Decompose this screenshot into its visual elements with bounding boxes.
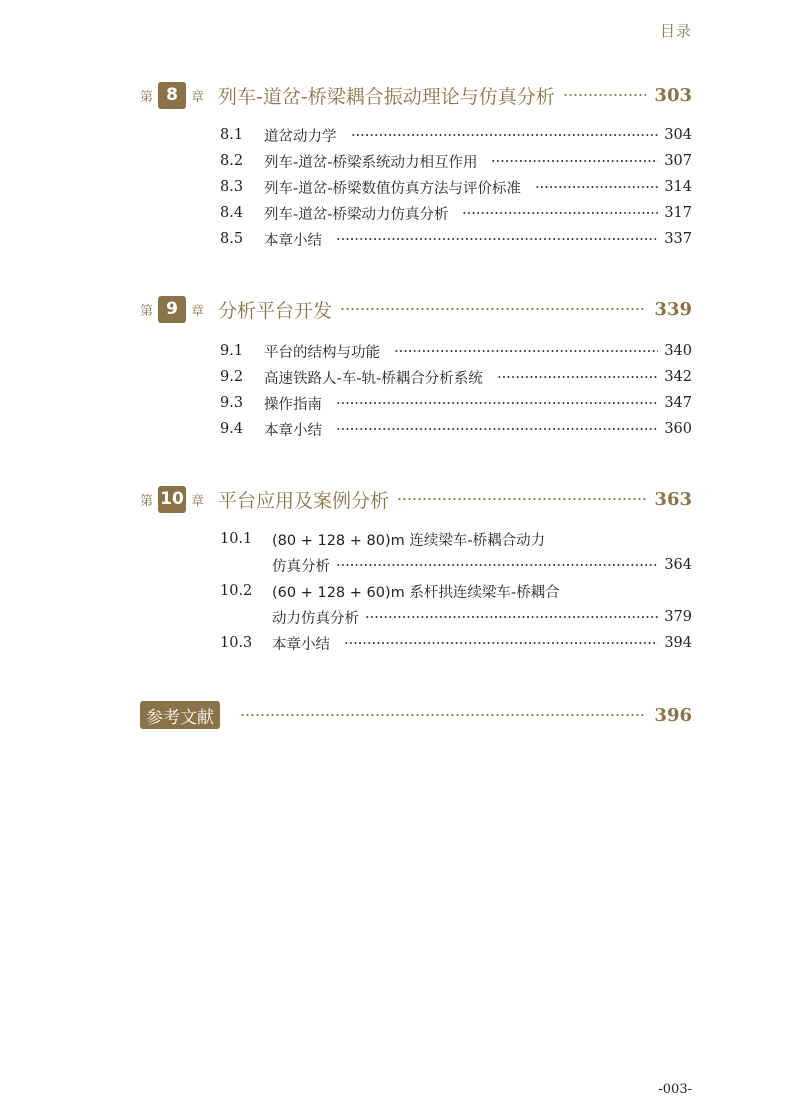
entry-page-number: 340 <box>664 343 692 359</box>
entry-title-line2: 仿真分析 <box>272 558 330 575</box>
entry-title: 平台的结构与功能 <box>264 344 380 361</box>
entry-number: 10.2 <box>220 583 253 599</box>
entry-title-line1: (80 + 128 + 80)m 连续梁车-桥耦合动力 <box>272 532 546 549</box>
entry-page-number: 314 <box>664 179 692 195</box>
entry-title: 本章小结 <box>264 422 322 439</box>
entry-title: 道岔动力学 <box>264 128 337 145</box>
chapter-number: 9 <box>158 296 186 323</box>
toc-entry-10-2[interactable] <box>220 580 692 602</box>
toc-entry-9-2[interactable] <box>220 366 692 388</box>
chapter-suffix: 章 <box>191 493 205 509</box>
chapter-10-heading[interactable] <box>140 484 692 514</box>
chapter-number: 10 <box>158 486 186 513</box>
dot-leader <box>397 492 646 506</box>
toc-entry-8-3[interactable] <box>220 176 692 198</box>
entry-page-number: 307 <box>664 153 692 169</box>
entry-page-number: 342 <box>664 369 692 385</box>
dot-leader <box>491 155 658 167</box>
chapter-prefix: 第 <box>140 89 154 105</box>
toc-entry-8-2[interactable] <box>220 150 692 172</box>
chapter-badge <box>140 296 218 323</box>
entry-page-number: 337 <box>664 231 692 247</box>
chapter-9-heading[interactable] <box>140 294 692 324</box>
entry-title: 列车-道岔-桥梁数值仿真方法与评价标准 <box>264 180 521 197</box>
dot-leader <box>336 423 658 435</box>
chapter-prefix: 第 <box>140 493 154 509</box>
entry-title: 列车-道岔-桥梁系统动力相互作用 <box>264 154 478 171</box>
dot-leader <box>462 207 658 219</box>
entry-page-number: 379 <box>664 609 692 625</box>
chapter-prefix: 第 <box>140 303 154 319</box>
references-label: 参考文献 <box>140 701 220 729</box>
entry-number: 8.2 <box>220 153 244 169</box>
entry-title: 操作指南 <box>264 396 322 413</box>
entry-page-number: 360 <box>664 421 692 437</box>
dot-leader <box>240 708 646 722</box>
chapter-title: 分析平台开发 <box>218 299 333 322</box>
toc-entry-10-3[interactable] <box>220 632 692 654</box>
toc-entry-10-1[interactable] <box>220 528 692 550</box>
chapter-suffix: 章 <box>191 89 205 105</box>
chapter-badge <box>140 486 218 513</box>
dot-leader <box>563 88 647 102</box>
entry-number: 9.1 <box>220 343 244 359</box>
chapter-title: 平台应用及案例分析 <box>218 489 390 512</box>
entry-page-number: 304 <box>664 127 692 143</box>
entry-title-line1: (60 + 128 + 60)m 系杆拱连续梁车-桥耦合 <box>272 584 560 601</box>
chapter-number: 8 <box>158 82 186 109</box>
toc-entry-8-1[interactable] <box>220 124 692 146</box>
entry-number: 8.4 <box>220 205 244 221</box>
entry-title: 本章小结 <box>264 232 322 249</box>
dot-leader <box>344 637 658 649</box>
dot-leader <box>340 302 646 316</box>
chapter-page-number: 363 <box>654 488 692 510</box>
toc-entry-9-4[interactable] <box>220 418 692 440</box>
chapter-title: 列车-道岔-桥梁耦合振动理论与仿真分析 <box>218 85 555 108</box>
chapter-page-number: 339 <box>654 298 692 320</box>
dot-leader <box>351 129 659 141</box>
toc-entry-8-5[interactable] <box>220 228 692 250</box>
chapter-8-heading[interactable] <box>140 80 692 110</box>
entry-number: 8.5 <box>220 231 244 247</box>
entry-number: 9.4 <box>220 421 244 437</box>
entry-title: 本章小结 <box>272 636 330 653</box>
entry-page-number: 394 <box>664 635 692 651</box>
entry-number: 9.2 <box>220 369 244 385</box>
entry-number: 10.3 <box>220 635 253 651</box>
entry-number: 8.3 <box>220 179 244 195</box>
entry-number: 10.1 <box>220 531 253 547</box>
dot-leader <box>336 233 658 245</box>
dot-leader <box>394 345 658 357</box>
entry-title-line2: 动力仿真分析 <box>272 610 359 627</box>
entry-title: 高速铁路人-车-轨-桥耦合分析系统 <box>264 370 483 387</box>
chapter-badge <box>140 82 218 109</box>
toc-entry-10-2-continuation[interactable] <box>220 606 692 628</box>
dot-leader <box>365 611 658 623</box>
page-number-footer: -003- <box>658 1082 692 1097</box>
entry-number: 9.3 <box>220 395 244 411</box>
toc-entry-9-1[interactable] <box>220 340 692 362</box>
references-heading[interactable] <box>140 700 692 730</box>
references-page-number: 396 <box>654 704 692 726</box>
dot-leader <box>336 559 658 571</box>
chapter-page-number: 303 <box>654 84 692 106</box>
toc-entry-9-3[interactable] <box>220 392 692 414</box>
entry-title: 列车-道岔-桥梁动力仿真分析 <box>264 206 449 223</box>
entry-page-number: 364 <box>664 557 692 573</box>
entry-number: 8.1 <box>220 127 244 143</box>
entry-page-number: 317 <box>664 205 692 221</box>
dot-leader <box>497 371 659 383</box>
chapter-suffix: 章 <box>191 303 205 319</box>
toc-entry-10-1-continuation[interactable] <box>220 554 692 576</box>
page-header-section-label: 目录 <box>659 22 692 40</box>
dot-leader <box>336 397 658 409</box>
dot-leader <box>535 181 658 193</box>
entry-page-number: 347 <box>664 395 692 411</box>
toc-entry-8-4[interactable] <box>220 202 692 224</box>
